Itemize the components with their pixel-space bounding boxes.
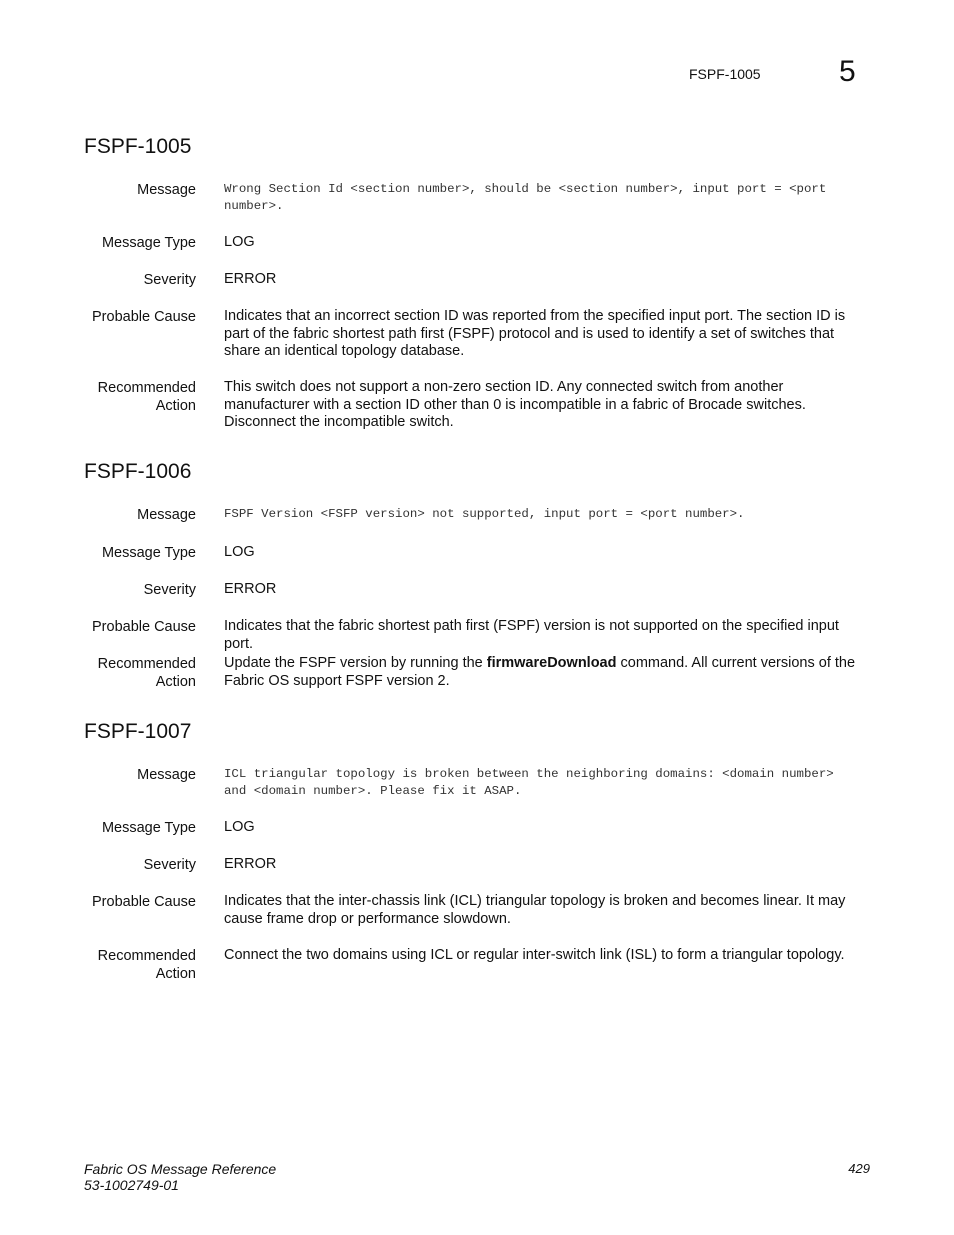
message-label: Message [137, 507, 196, 523]
footer-doc-title: Fabric OS Message Reference [84, 1161, 277, 1177]
recommended-action-label [60, 379, 196, 415]
message-type-label: Message Type [101, 235, 196, 251]
message-type-value: LOG [224, 819, 255, 835]
severity-value: ERROR [224, 856, 277, 872]
message-text [224, 506, 870, 523]
action-text: Update the FSPF version by running the [224, 655, 487, 671]
probable-cause-value: Indicates that the fabric shortest path first (FSPF) version is not supported on the specified input port. [224, 618, 839, 652]
entry-title: FSPF-1005 [84, 135, 192, 158]
label-line: Recommended [97, 656, 196, 672]
label-line: Recommended [97, 948, 196, 964]
running-head-title: FSPF-1005 [689, 66, 761, 82]
severity-value: ERROR [224, 271, 277, 287]
message-type-label: Message Type [101, 820, 196, 836]
message-text [224, 766, 870, 800]
chapter-number: 5 [839, 55, 856, 88]
message-type-label: Message Type [101, 545, 196, 561]
message-type-value: LOG [224, 234, 255, 250]
message-label: Message [137, 767, 196, 783]
label-line: Recommended [97, 380, 196, 396]
message-text [224, 181, 870, 215]
recommended-action-value [224, 655, 870, 690]
message-text-line: number>. [224, 199, 284, 213]
action-text: command. All current versions of the Fabric OS support FSPF version 2. [224, 655, 856, 689]
entry-title: FSPF-1006 [84, 460, 192, 483]
severity-label: Severity [143, 582, 196, 598]
page-number: 429 [848, 1161, 870, 1176]
label-line: Action [155, 398, 196, 414]
probable-cause-label: Probable Cause [92, 309, 196, 325]
label-line: Action [155, 966, 196, 982]
label-line: Action [155, 674, 196, 690]
probable-cause-value: Indicates that an incorrect section ID was reported from the specified input port. The section ID is part of the fabric shortest path first (FSPF) protocol and is used to identify a set of switches that share an identical topology database. [224, 308, 846, 359]
probable-cause-value: Indicates that the inter-chassis link (ICL) triangular topology is broken and becomes linear. It may cause frame drop or performance slowdown. [224, 893, 846, 927]
recommended-action-label [60, 947, 196, 983]
message-label: Message [137, 182, 196, 198]
recommended-action-value: This switch does not support a non-zero section ID. Any connected switch from another manufacturer with a section ID other than 0 is incompatible in a fabric of Brocade switches. Disconnect the incompatible switch. [224, 379, 806, 430]
probable-cause-label: Probable Cause [92, 619, 196, 635]
recommended-action-value: Connect the two domains using ICL or regular inter-switch link (ISL) to form a triangular topology. [224, 947, 845, 963]
message-text-line: Wrong Section Id <section number>, should be <section number>, input port = <port [224, 182, 827, 196]
running-head [600, 55, 870, 93]
message-text-line: and <domain number>. Please fix it ASAP. [224, 784, 522, 798]
message-type-value: LOG [224, 544, 255, 560]
severity-label: Severity [143, 272, 196, 288]
command-name: firmwareDownload [486, 655, 617, 671]
message-text-line: ICL triangular topology is broken between the neighboring domains: <domain number> [224, 767, 834, 781]
entry-title: FSPF-1007 [84, 720, 192, 743]
footer-doc-number: 53-1002749-01 [84, 1177, 179, 1193]
message-text-line: FSPF Version <FSFP version> not supported, input port = <port number>. [224, 507, 745, 521]
footer-doc-info [84, 1161, 276, 1193]
recommended-action-label [60, 655, 196, 691]
probable-cause-label: Probable Cause [92, 894, 196, 910]
severity-value: ERROR [224, 581, 277, 597]
severity-label: Severity [143, 857, 196, 873]
